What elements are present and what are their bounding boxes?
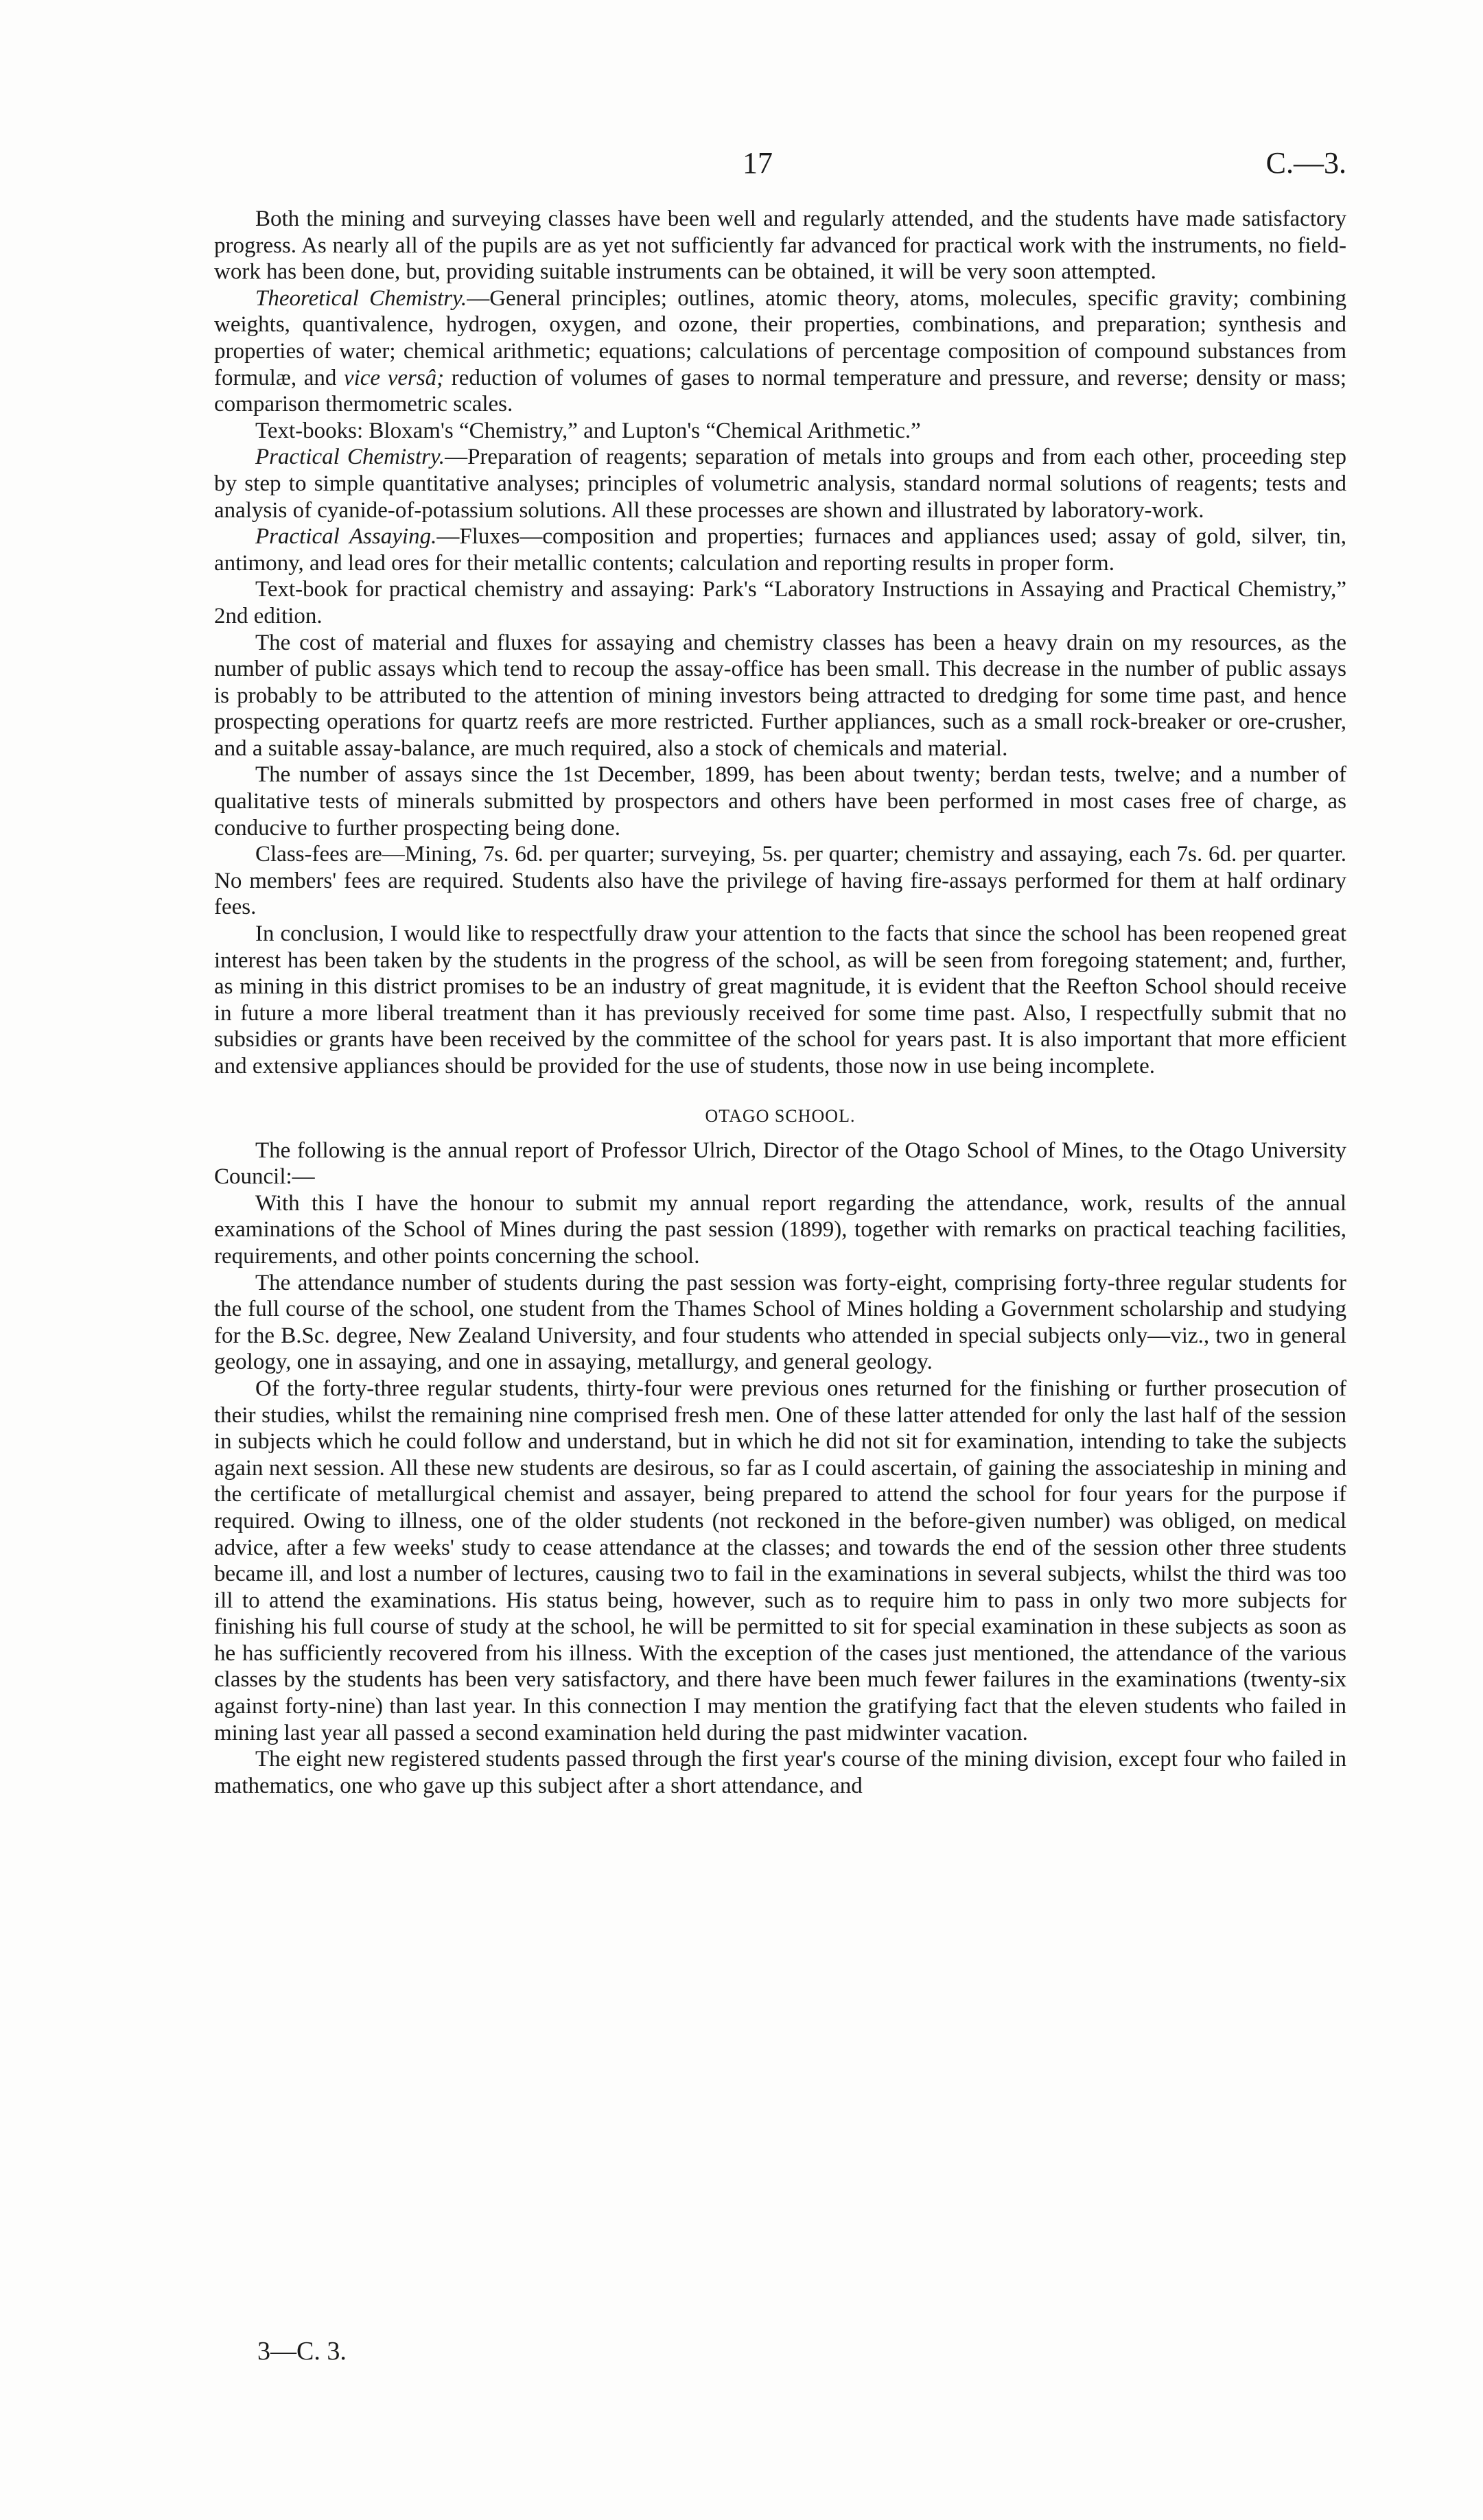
page-header <box>214 144 1346 185</box>
paragraph-regular-students: Of the forty-three regular students, thirty-four were previous ones returned for the finishing or further prosecution of their studies, whilst the remaining nine comprised fresh men. One of these latter attended for only the last half of the session in subjects which he could follow and understand, but in which he did not sit for examination, intending to take the subjects again next session. All these new students are desirous, so far as I could ascertain, of gaining the associateship in mining and the certificate of metallurgical chemist and assayer, being prepared to attend the school for four years for the purpose if required. Owing to illness, one of the older students (not reckoned in the before-given number) was obliged, on medical advice, after a few weeks' study to cease attendance at the classes; and towards the end of the session other three students became ill, and lost a number of lectures, causing two to fail in the examinations in several subjects, whilst the third was too ill to attend the examinations. His status being, however, such as to require him to pass in only two more subjects for finishing his full course of study at the school, he will be permitted to sit for special examination in these subjects as soon as he has sufficiently recovered from his illness. With the exception of the cases just mentioned, the attendance of the various classes by the students has been very satisfactory, and there have been much fewer failures in the examinations (twenty-six against forty-nine) than last year. In this connection I may mention the gratifying fact that the eleven students who failed in mining last year all passed a second examination held during the past midwinter vacation. <box>214 1376 1346 1745</box>
paragraph-class-fees: Class-fees are—Mining, 7s. 6d. per quarter; surveying, 5s. per quarter; chemistry and assaying, each 7s. 6d. per quarter. No members' fees are required. Students also have the privilege of having fire-assays performed for them at half ordinary fees. <box>214 842 1346 920</box>
vice-versa-term: vice versâ; <box>343 365 445 390</box>
body-text <box>214 206 1346 1799</box>
paragraph-annual-report-intro: The following is the annual report of Professor Ulrich, Director of the Otago School of Mines, to the Otago University Council:— <box>214 1138 1346 1190</box>
practical-assaying-text: —Fluxes—composition and properties; furnaces and appliances used; assay of gold, silver, tin, antimony, and lead ores for their metallic contents; calculation and reporting results in proper form. <box>214 524 1346 576</box>
series-reference: C.—3. <box>1265 146 1346 180</box>
practical-chemistry-text: —Preparation of reagents; separation of metals into groups and from each other, proceeding step by step to simple quantitative analyses; principles of volumetric analysis, standard normal solutions of reagents; tests and analysis of cyanide-of-potassium solutions. All these processes are shown and illustrated by laboratory-work. <box>214 445 1347 523</box>
subject-heading-practical-assaying: Practical Assaying. <box>255 524 437 550</box>
paragraph-practical-chemistry <box>214 444 1346 523</box>
theoretical-chemistry-text-b: reduction of volumes of gases to normal temperature and pressure, and reverse; density or mass; comparison thermometric scales. <box>214 365 1346 417</box>
paragraph-attendance-number: The attendance number of students during the past session was forty-eight, comprising forty-three regular students for the full course of the school, one student from the Thames School of Mines holding a Government scholarship and studying for the B.Sc. degree, New Zealand University, and four students who attended in special subjects only—viz., two in general geology, one in assaying, and one in assaying, metallurgy, and general geology. <box>214 1270 1346 1375</box>
page-number: 17 <box>743 146 773 180</box>
paragraph-practical-assaying <box>214 523 1346 576</box>
paragraph-new-students: The eight new registered students passed through the first year's course of the mining division, except four who failed in mathematics, one who gave up this subject after a short attendance, and <box>214 1747 1346 1798</box>
paragraph-cost-of-material: The cost of material and fluxes for assaying and chemistry classes has been a heavy drain on my resources, as the number of public assays which tend to recoup the assay-office has been small. This decrease in the number of public assays is probably to be attributed to the attention of mining investors being attracted to dredging for some time past, and hence prospecting operations for quartz reefs are more restricted. Further appliances, such as a small rock-breaker or ore-crusher, and a suitable assay-balance, are much required, also a stock of chemicals and material. <box>214 630 1346 761</box>
section-heading-otago-school: OTAGO SCHOOL. <box>705 1105 856 1126</box>
paragraph-conclusion: In conclusion, I would like to respectfully draw your attention to the facts that since the school has been reopened great interest has been taken by the students in the progress of the school, as will be seen from foregoing statement; and, further, as mining in this district promises to be an industry of great magnitude, it is evident that the Reefton School should receive in future a more liberal treatment than it has previously received for some time past. Also, I respectfully submit that no subsidies or grants have been received by the committee of the school for years past. It is also important that more efficient and extensive appliances should be provided for the use of students, those now in use being incomplete. <box>214 921 1346 1079</box>
subject-heading-theoretical-chemistry: Theoretical Chemistry. <box>255 285 467 311</box>
paragraph-number-of-assays: The number of assays since the 1st December, 1899, has been about twenty; berdan tests, twelve; and a number of qualitative tests of minerals submitted by prospectors and others have been performed in most cases free of charge, as conducive to further prospecting being done. <box>214 762 1346 840</box>
paragraph-report-submission: With this I have the honour to submit my annual report regarding the attendance, work, results of the annual examinations of the School of Mines during the past session (1899), together with remarks on practical teaching facilities, requirements, and other points concerning the school. <box>214 1190 1346 1269</box>
paragraph-assaying-textbook: Text-book for practical chemistry and assaying: Park's “Laboratory Instructions in Assaying and Practical Chemistry,” 2nd edition. <box>214 577 1346 628</box>
paragraph-classes-attendance: Both the mining and surveying classes have been well and regularly attended, and the students have made satisfactory progress. As nearly all of the pupils are as yet not sufficiently far advanced for practical work with the instruments, no field-work has been done, but, providing suitable instruments can be obtained, it will be very soon attempted. <box>214 207 1346 285</box>
signature-mark: 3—C. 3. <box>257 2337 347 2366</box>
paragraph-theoretical-chemistry <box>214 285 1346 418</box>
paragraph-chemistry-textbooks: Text-books: Bloxam's “Chemistry,” and Lupton's “Chemical Arithmetic.” <box>255 418 921 443</box>
subject-heading-practical-chemistry: Practical Chemistry. <box>255 445 445 470</box>
theoretical-chemistry-text-a: —General principles; outlines, atomic theory, atoms, molecules, specific gravity; combining weights, quantivalence, hydrogen, oxygen, and ozone, their properties, combinations, and preparation; synthesis and properties of water; chemical arithmetic; equations; calculations of percentage composition of compound substances from formulæ, and <box>214 285 1346 390</box>
